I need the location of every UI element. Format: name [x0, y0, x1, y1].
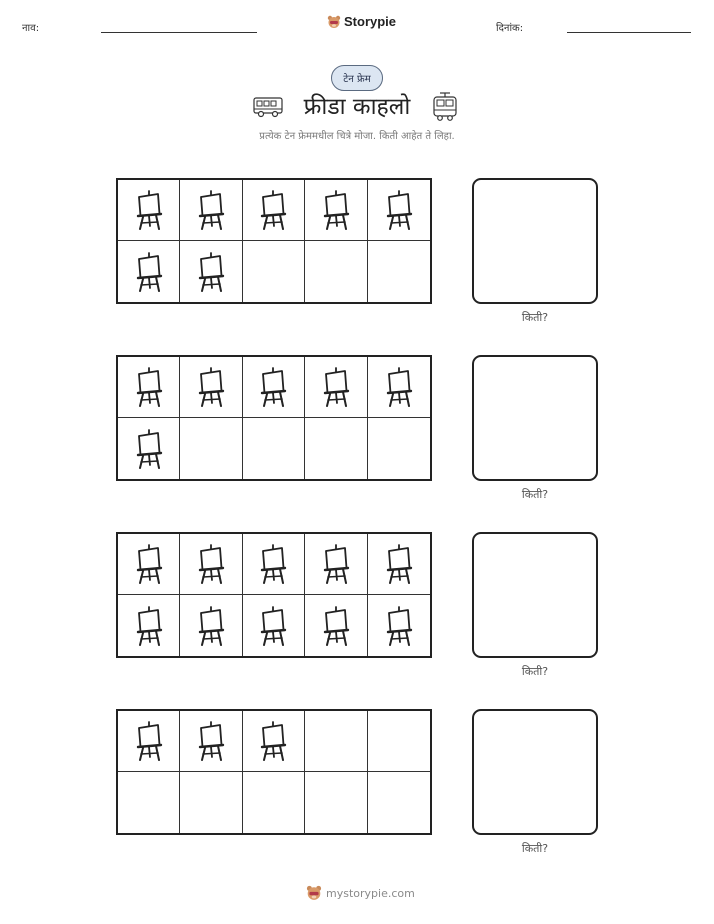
frame-cell	[243, 357, 305, 418]
frame-cell	[243, 772, 305, 833]
instructions-text: प्रत्येक टेन फ्रेममधील चित्रे मोजा. किती आहेत ते लिहा.	[259, 131, 455, 142]
easel-icon	[196, 544, 226, 584]
easel-icon	[384, 367, 414, 407]
frame-cell	[368, 772, 430, 833]
easel-icon	[196, 367, 226, 407]
frame-cell	[305, 595, 367, 656]
answer-prompt-2: किती?	[521, 488, 549, 501]
brand-name: Storypie	[344, 14, 397, 29]
answer-box-2[interactable]	[472, 355, 598, 481]
frame-cell	[368, 595, 430, 656]
easel-icon	[134, 429, 164, 469]
frame-cell	[305, 180, 367, 241]
frame-cell	[305, 357, 367, 418]
answer-prompt-1: किती?	[521, 311, 549, 324]
easel-icon	[384, 606, 414, 646]
easel-icon	[196, 252, 226, 292]
frame-cell	[180, 241, 242, 302]
date-label: दिनांक:	[496, 23, 524, 34]
easel-icon	[321, 367, 351, 407]
frame-cell	[118, 595, 180, 656]
easel-icon	[134, 190, 164, 230]
worksheet-type-badge: टेन फ्रेम	[331, 65, 383, 91]
ten-frame-4	[116, 709, 432, 835]
easel-icon	[134, 721, 164, 761]
bear-logo-icon	[306, 885, 322, 901]
easel-icon	[134, 252, 164, 292]
answer-prompt-3: किती?	[521, 665, 549, 678]
frame-cell	[118, 357, 180, 418]
easel-icon	[321, 190, 351, 230]
frame-cell	[180, 418, 242, 479]
easel-icon	[258, 367, 288, 407]
frame-cell	[118, 241, 180, 302]
easel-icon	[384, 190, 414, 230]
frame-cell	[305, 534, 367, 595]
easel-icon	[258, 606, 288, 646]
frame-cell	[368, 357, 430, 418]
ten-frame-1	[116, 178, 432, 304]
frame-cell	[243, 418, 305, 479]
frame-cell	[180, 595, 242, 656]
bear-logo-icon	[327, 15, 341, 29]
frame-cell	[305, 418, 367, 479]
answer-box-4[interactable]	[472, 709, 598, 835]
easel-icon	[196, 606, 226, 646]
easel-icon	[196, 721, 226, 761]
ten-frame-3	[116, 532, 432, 658]
tram-icon	[431, 92, 459, 122]
brand-logo	[327, 14, 396, 29]
easel-icon	[384, 544, 414, 584]
easel-icon	[258, 190, 288, 230]
frame-cell	[243, 711, 305, 772]
frame-cell	[243, 595, 305, 656]
easel-icon	[196, 190, 226, 230]
frame-cell	[118, 711, 180, 772]
frame-cell	[180, 711, 242, 772]
easel-icon	[258, 544, 288, 584]
frame-cell	[180, 180, 242, 241]
ten-frame-2	[116, 355, 432, 481]
frame-cell	[118, 418, 180, 479]
frame-cell	[305, 772, 367, 833]
name-line[interactable]	[101, 32, 257, 33]
answer-box-1[interactable]	[472, 178, 598, 304]
frame-cell	[368, 534, 430, 595]
frame-cell	[368, 180, 430, 241]
frame-cell	[305, 241, 367, 302]
footer	[306, 885, 415, 901]
name-label: नाव:	[22, 23, 40, 34]
frame-cell	[243, 534, 305, 595]
frame-cell	[243, 241, 305, 302]
worksheet-title: फ्रीडा काहलो	[303, 94, 411, 120]
answer-box-3[interactable]	[472, 532, 598, 658]
easel-icon	[321, 544, 351, 584]
easel-icon	[134, 367, 164, 407]
answer-prompt-4: किती?	[521, 842, 549, 855]
easel-icon	[134, 606, 164, 646]
easel-icon	[134, 544, 164, 584]
date-line[interactable]	[567, 32, 691, 33]
easel-icon	[321, 606, 351, 646]
frame-cell	[118, 534, 180, 595]
frame-cell	[305, 711, 367, 772]
footer-url[interactable]: mystorypie.com	[326, 886, 415, 900]
easel-icon	[258, 721, 288, 761]
frame-cell	[243, 180, 305, 241]
frame-cell	[368, 418, 430, 479]
frame-cell	[118, 180, 180, 241]
frame-cell	[180, 772, 242, 833]
frame-cell	[180, 534, 242, 595]
frame-cell	[368, 711, 430, 772]
frame-cell	[118, 772, 180, 833]
frame-cell	[180, 357, 242, 418]
frame-cell	[368, 241, 430, 302]
